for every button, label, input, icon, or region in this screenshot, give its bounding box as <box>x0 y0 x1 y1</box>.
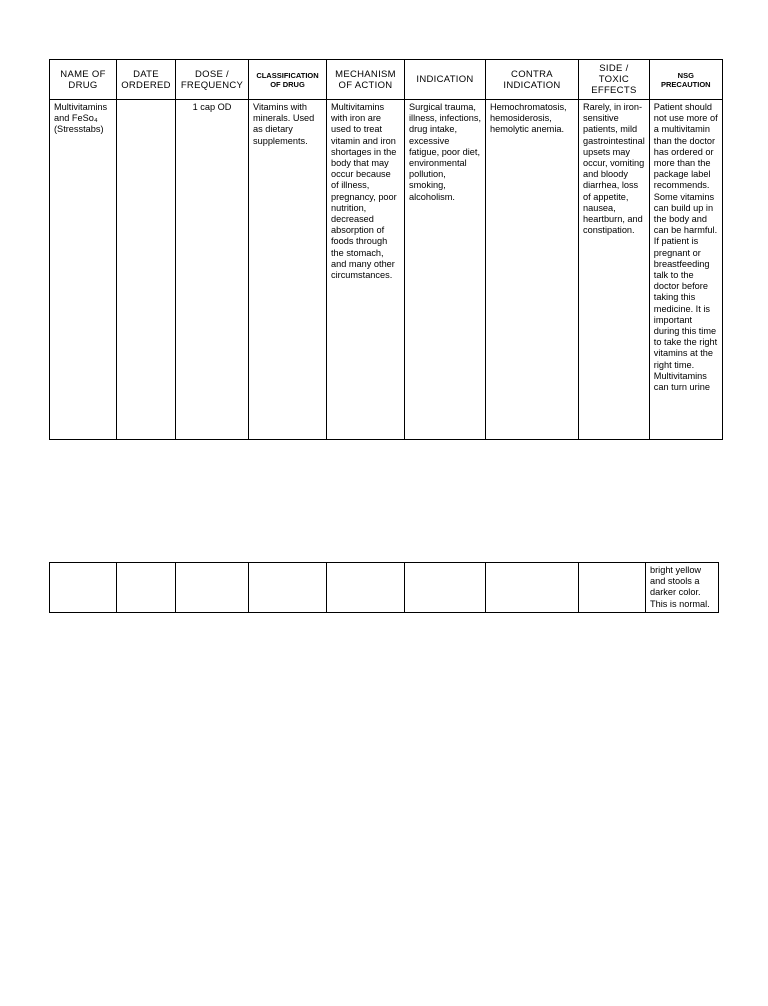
header-nsg-precaution: NSG PRECAUTION <box>649 60 722 100</box>
cell-nsg-precaution: Patient should not use more of a multivitamin than the doctor has ordered or more than the package label recommends. Some vitamins can build up in the body and can be harmful. If patient is pregnant or breastfeeding talk to the doctor before taking this medicine. It is important during this time to take the right vitamins at the right time. Multivitamins can turn urine <box>649 100 722 440</box>
header-contra-indication: CONTRA INDICATION <box>486 60 579 100</box>
cont-cell-classification <box>249 563 327 613</box>
header-mechanism: MECHANISM OF ACTION <box>327 60 405 100</box>
cont-cell-side-effects <box>579 563 646 613</box>
cont-cell-nsg-precaution: bright yellow and stools a darker color. This is normal. <box>646 563 719 613</box>
cell-date-ordered <box>117 100 176 440</box>
header-classification: CLASSIFICATION OF DRUG <box>249 60 327 100</box>
cont-cell-drug-name <box>50 563 117 613</box>
cont-cell-dose <box>176 563 249 613</box>
header-date-ordered: DATE ORDERED <box>117 60 176 100</box>
cont-cell-contra-indication <box>486 563 579 613</box>
header-row <box>50 60 723 100</box>
header-name-of-drug: NAME OF DRUG <box>50 60 117 100</box>
cont-cell-mechanism <box>327 563 405 613</box>
cell-drug-name: Multivitamins and FeSo₄ (Stresstabs) <box>50 100 117 440</box>
cell-dose: 1 cap OD <box>176 100 249 440</box>
cont-cell-date-ordered <box>117 563 176 613</box>
continuation-table <box>49 562 719 613</box>
cell-classification: Vitamins with minerals. Used as dietary supplements. <box>249 100 327 440</box>
cell-mechanism: Multivitamins with iron are used to treat vitamin and iron shortages in the body that may occur because of illness, pregnancy, poor nutrition, decreased absorption of foods through the stomach, and many other circumstances. <box>327 100 405 440</box>
header-dose-frequency: DOSE / FREQUENCY <box>176 60 249 100</box>
cell-side-effects: Rarely, in iron-sensitive patients, mild gastrointestinal upsets may occur, vomiting and bloody diarrhea, loss of appetite, nausea, heartburn, and constipation. <box>579 100 650 440</box>
cont-cell-indication <box>405 563 486 613</box>
table-row <box>50 563 719 613</box>
header-indication: INDICATION <box>405 60 486 100</box>
cell-contra-indication: Hemochromatosis, hemosiderosis, hemolytic anemia. <box>486 100 579 440</box>
drug-table <box>49 59 723 440</box>
cell-indication: Surgical trauma, illness, infections, drug intake, excessive fatigue, poor diet, environmental pollution, smoking, alcoholism. <box>405 100 486 440</box>
table-row <box>50 100 723 440</box>
header-side-effects: SIDE / TOXIC EFFECTS <box>579 60 650 100</box>
